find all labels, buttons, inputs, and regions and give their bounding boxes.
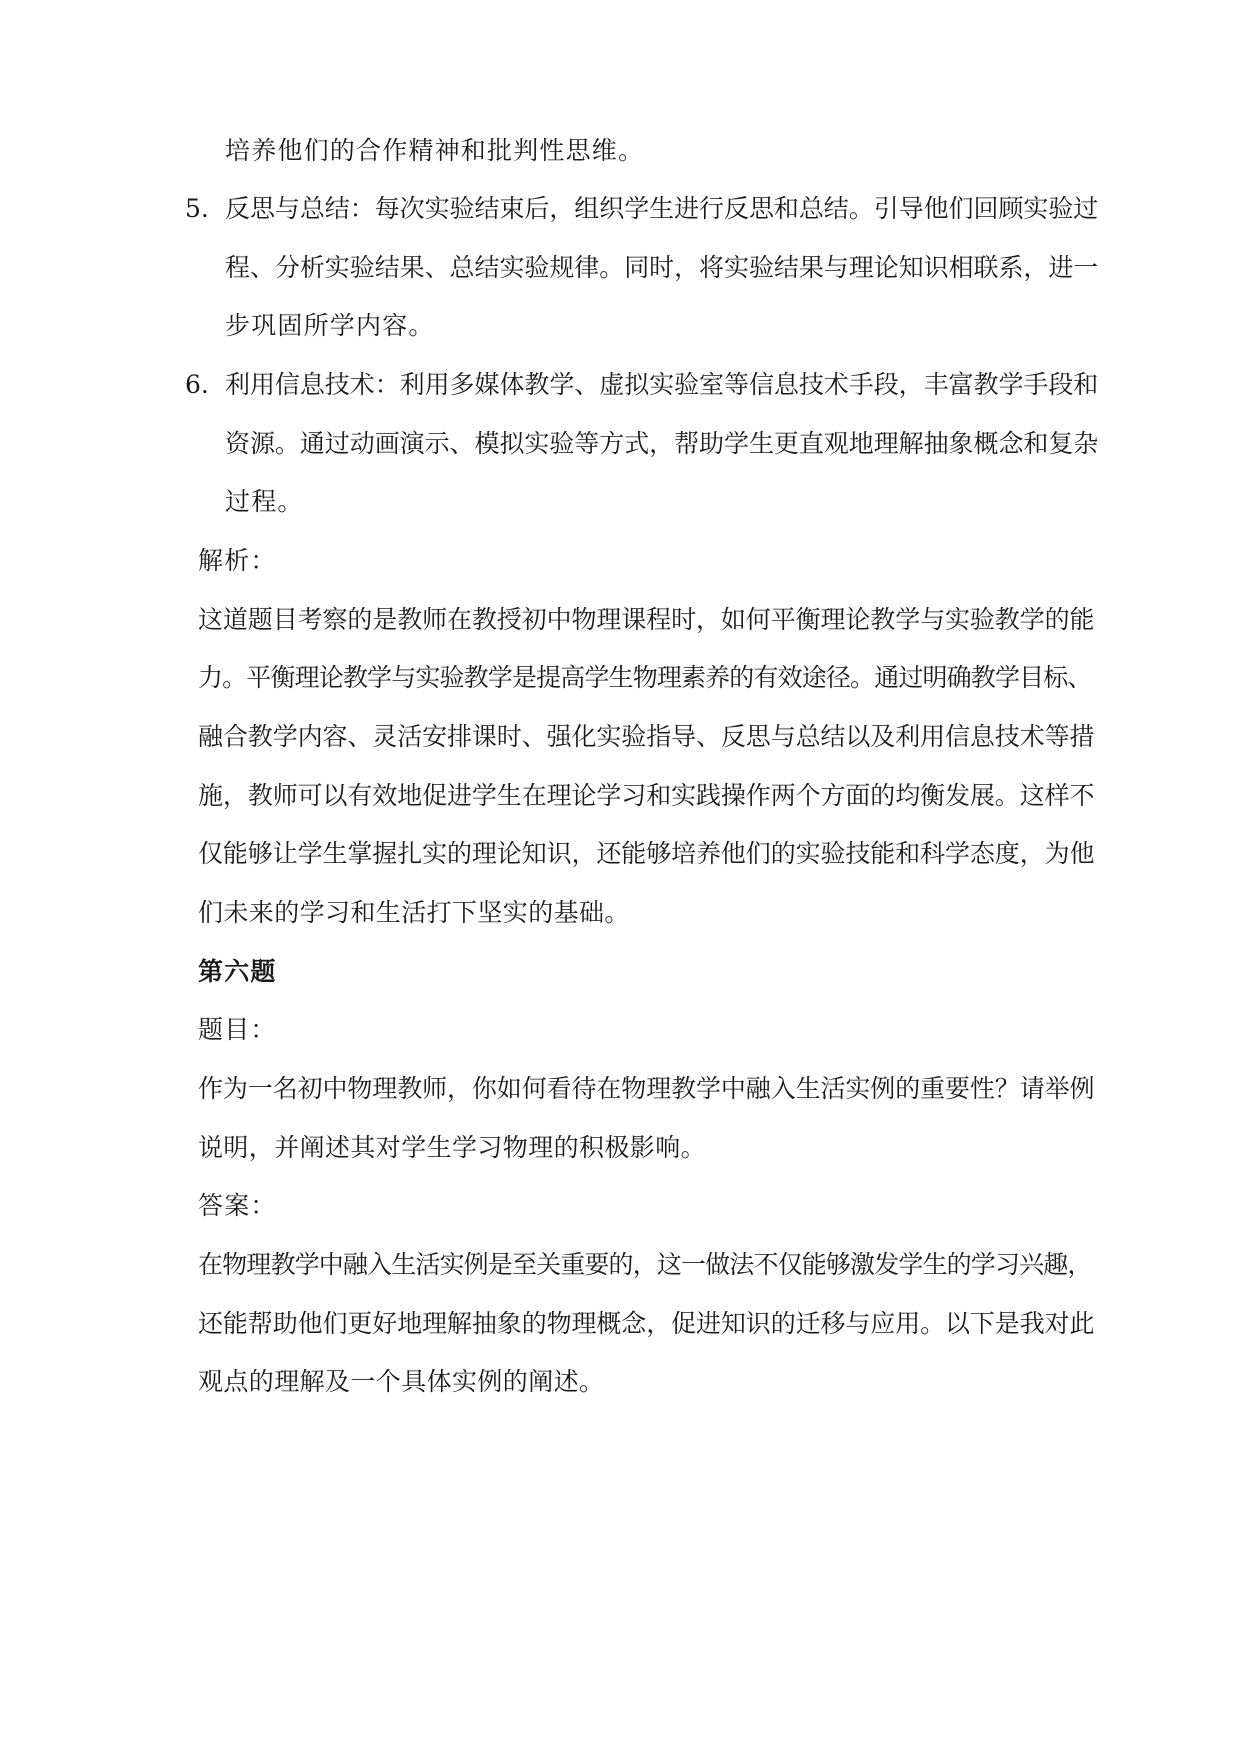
list-number: 6. <box>185 370 209 399</box>
list-item-text: 反思与总结：每次实验结束后，组织学生进行反思和总结。引导他们回顾实验过 <box>225 194 1099 223</box>
answer-text: 还能帮助他们更好地理解抽象的物理概念，促进知识的迁移与应用。以下是我对此 <box>198 1309 1095 1338</box>
question-label: 题目： <box>198 1015 277 1044</box>
analysis-text: 仅能够让学生掌握扎实的理论知识，还能够培养他们的实验技能和科学态度，为他 <box>198 839 1095 868</box>
analysis-text: 力。平衡理论教学与实验教学是提高学生物理素养的有效途径。通过明确教学目标、 <box>198 663 1092 692</box>
analysis-text: 这道题目考察的是教师在教授初中物理课程时，如何平衡理论教学与实验教学的能 <box>198 605 1095 634</box>
list-item-continuation: 培养他们的合作精神和批判性思维。 <box>225 136 645 165</box>
section-heading: 第六题 <box>198 957 277 986</box>
analysis-text: 融合教学内容、灵活安排课时、强化实验指导、反思与总结以及利用信息技术等措 <box>198 722 1095 751</box>
analysis-text: 们未来的学习和生活打下坚实的基础。 <box>198 898 630 927</box>
question-text: 说明，并阐述其对学生学习物理的积极影响。 <box>198 1133 707 1162</box>
list-item-text: 程、分析实验结果、总结实验规律。同时，将实验结果与理论知识相联系，进一 <box>225 253 1099 282</box>
answer-text: 在物理教学中融入生活实例是至关重要的，这一做法不仅能够激发学生的学习兴趣， <box>198 1250 1092 1279</box>
list-item-text: 利用信息技术：利用多媒体教学、虚拟实验室等信息技术手段，丰富教学手段和 <box>225 370 1099 399</box>
list-item-text: 过程。 <box>225 487 304 516</box>
analysis-label: 解析： <box>198 546 277 575</box>
answer-text: 观点的理解及一个具体实例的阐述。 <box>198 1367 605 1396</box>
question-text: 作为一名初中物理教师，你如何看待在物理教学中融入生活实例的重要性？请举例 <box>198 1074 1095 1103</box>
list-item-text: 资源。通过动画演示、模拟实验等方式，帮助学生更直观地理解抽象概念和复杂 <box>225 429 1099 458</box>
list-number: 5. <box>185 194 209 223</box>
list-item-text: 步巩固所学内容。 <box>225 311 435 340</box>
answer-label: 答案： <box>198 1191 277 1220</box>
analysis-text: 施，教师可以有效地促进学生在理论学习和实践操作两个方面的均衡发展。这样不 <box>198 781 1095 810</box>
